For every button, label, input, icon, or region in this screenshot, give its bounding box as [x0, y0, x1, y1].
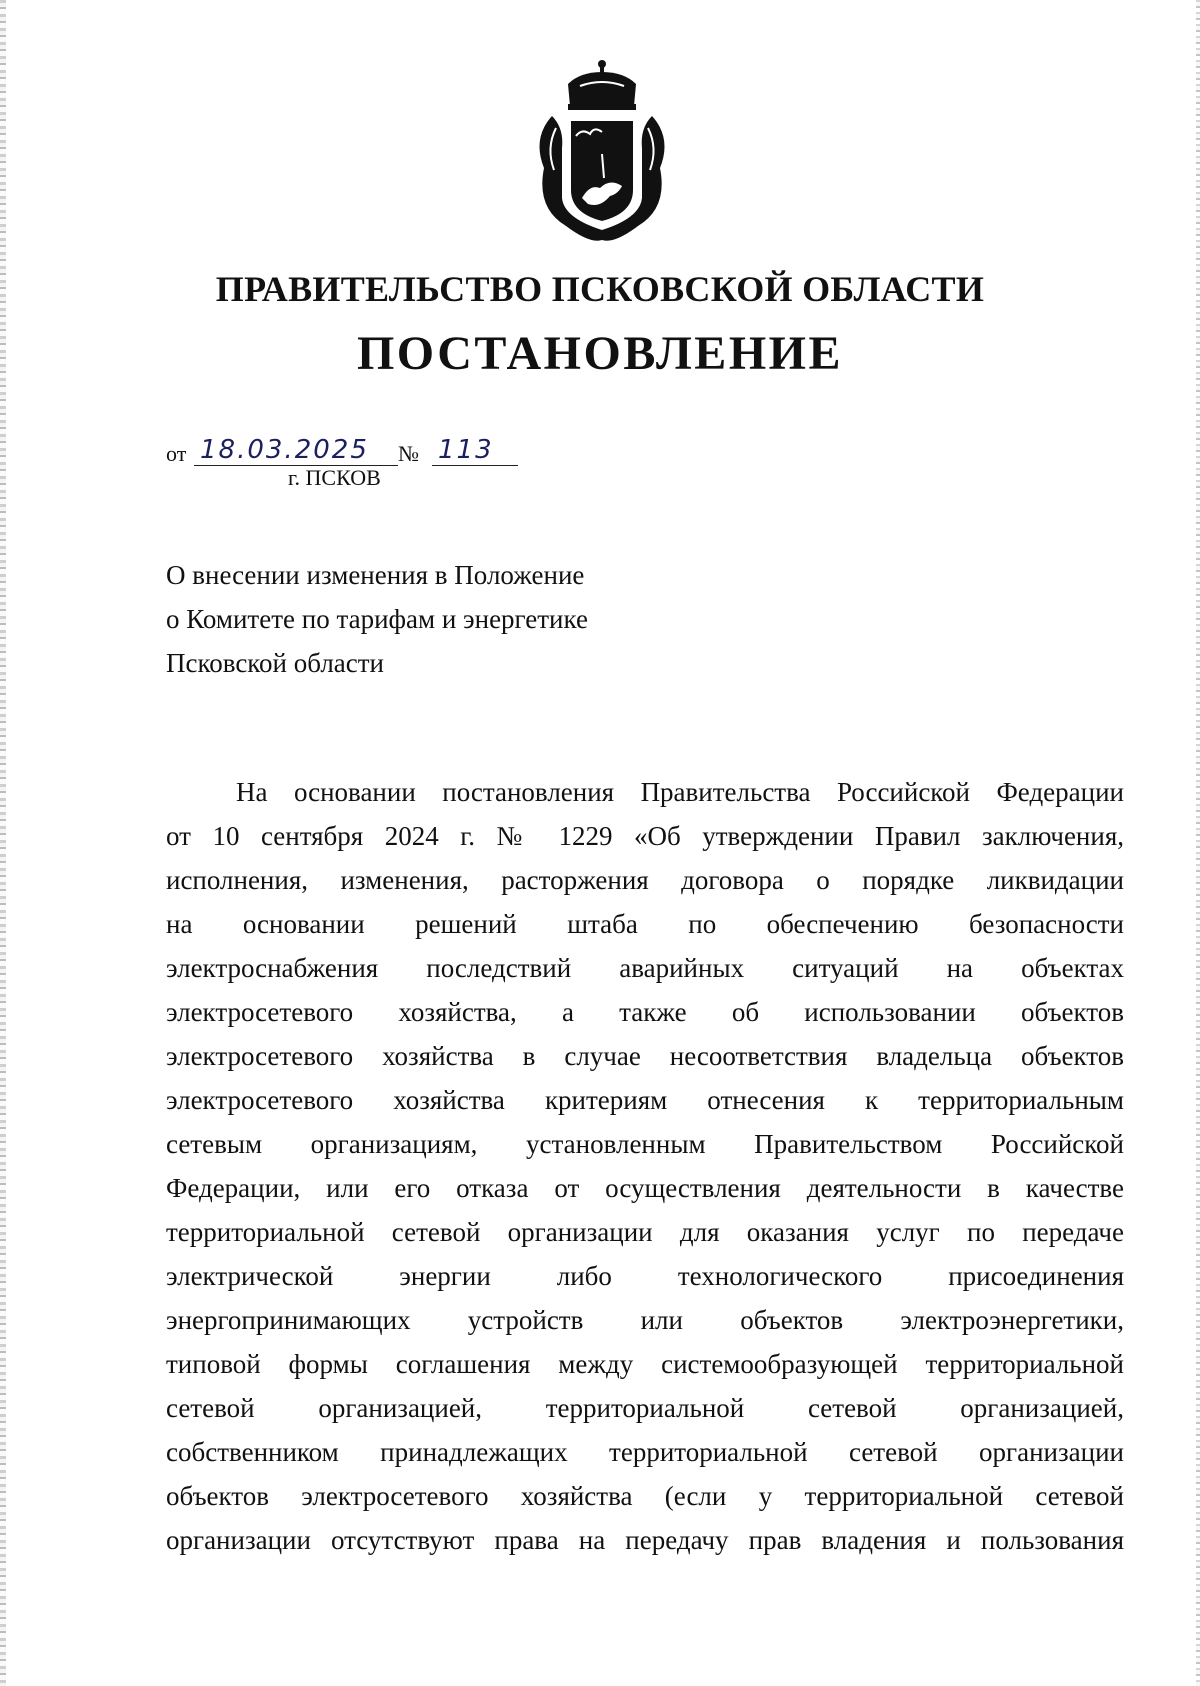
- body-line: энергопринимающих устройств или объектов электроэнергетики,: [166, 1305, 1124, 1335]
- body-line: электросетевого хозяйства критериям отнесения к территориальным: [166, 1085, 1124, 1115]
- city-label: г. ПСКОВ: [288, 465, 381, 490]
- subject-line: О внесении изменения в Положение: [166, 560, 585, 590]
- body-line: объектов электросетевого хозяйства (если у территориальной сетевой: [166, 1481, 1124, 1511]
- body-line: территориальной сетевой организации для оказания услуг по передаче: [166, 1217, 1124, 1247]
- date-label: от: [166, 441, 187, 466]
- scan-edge-left: [0, 0, 6, 1686]
- scan-edge-right: [1196, 0, 1200, 1686]
- body-line: типовой формы соглашения между системообразующей территориальной: [166, 1349, 1124, 1379]
- body-line: электросетевого хозяйства в случае несоответствия владельца объектов: [166, 1041, 1124, 1071]
- body-line: электроснабжения последствий аварийных ситуаций на объектах: [166, 953, 1124, 983]
- date-field: 18.03.2025: [194, 435, 398, 466]
- body-line: сетевой организацией, территориальной сетевой организацией,: [166, 1393, 1124, 1423]
- number-field: 113: [432, 435, 518, 466]
- body-line: На основании постановления Правительства Российской Федерации: [236, 777, 1124, 807]
- body-line: сетевым организациям, установленным Правительством Российской: [166, 1129, 1124, 1159]
- body-line: электросетевого хозяйства, а также об использовании объектов: [166, 997, 1124, 1027]
- body-line: на основании решений штаба по обеспечению безопасности: [166, 909, 1124, 939]
- body-line: электрической энергии либо технологического присоединения: [166, 1261, 1124, 1291]
- body-line: Федерации, или его отказа от осуществления деятельности в качестве: [166, 1173, 1124, 1203]
- document-body: [166, 770, 1124, 1562]
- document-subject: [166, 553, 866, 685]
- body-line: исполнения, изменения, расторжения договора о порядке ликвидации: [166, 865, 1124, 895]
- organization-title: ПРАВИТЕЛЬСТВО ПСКОВСКОЙ ОБЛАСТИ: [215, 269, 985, 309]
- body-line: организации отсутствуют права на передачу прав владения и пользования: [166, 1525, 1124, 1555]
- subject-line: Псковской области: [166, 648, 385, 678]
- coat-of-arms-icon: [530, 58, 675, 243]
- document-type-title: ПОСТАНОВЛЕНИЕ: [356, 327, 844, 380]
- body-line: собственником принадлежащих территориальной сетевой организации: [166, 1437, 1124, 1467]
- subject-line: о Комитете по тарифам и энергетике: [166, 604, 588, 634]
- number-label: №: [398, 441, 419, 466]
- body-line: от 10 сентября 2024 г. № 1229 «Об утверждении Правил заключения,: [166, 821, 1124, 851]
